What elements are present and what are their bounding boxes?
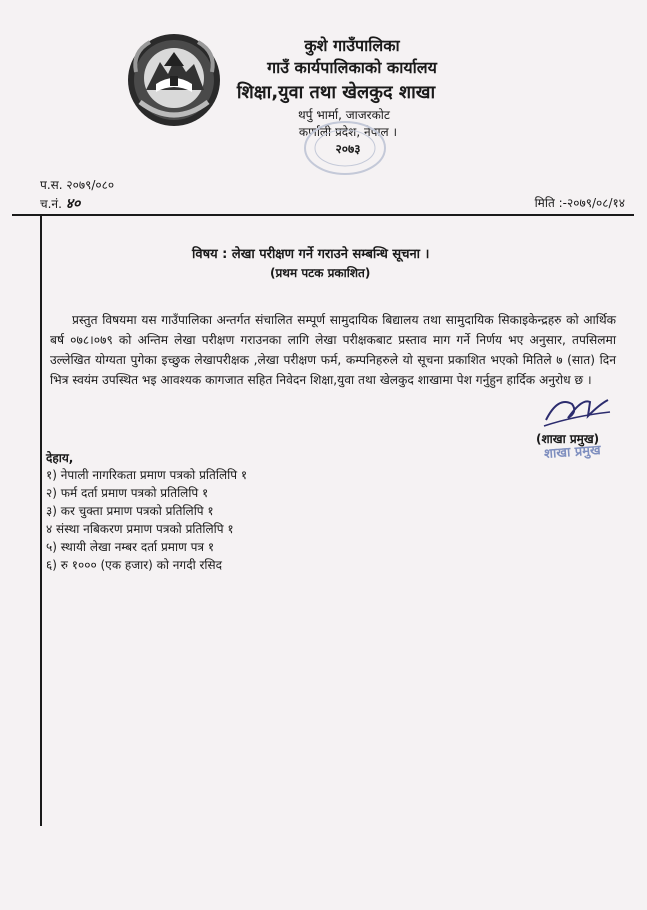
attachments-heading: देहाय,	[46, 451, 74, 465]
signatory-title: (शाखा प्रमुख)	[536, 432, 600, 446]
dispatch-number-line	[40, 194, 80, 213]
signature-icon	[538, 390, 614, 430]
dispatch-label: च.नं.	[40, 197, 62, 211]
margin-line	[40, 214, 42, 826]
list-item: ५) स्थायी लेखा नम्बर दर्ता प्रमाण पत्र १	[46, 540, 215, 554]
list-item: ३) कर चुक्ता प्रमाण पत्रको प्रतिलिपि १	[46, 504, 214, 518]
list-item: ४ संस्था नबिकरण प्रमाण पत्रको प्रतिलिपि १	[46, 522, 234, 536]
list-item: २) फर्म दर्ता प्रमाण पत्रको प्रतिलिपि १	[46, 486, 209, 500]
office-name: गाउँ कार्यपालिकाको कार्यालय	[267, 58, 437, 77]
fiscal-year-ref: प.स. २०७९/०८०	[40, 178, 115, 192]
letter-date: मिति :-२०७९/०८/१४	[534, 196, 625, 210]
attachments-list	[46, 466, 247, 574]
list-item: ६) रु १००० (एक हजार) को नगदी रसिद	[46, 558, 222, 572]
government-emblem-icon	[126, 32, 222, 128]
office-seal-icon	[300, 118, 390, 178]
notice-body: प्रस्तुत विषयमा यस गाउँपालिका अन्तर्गत संचालित सम्पूर्ण सामुदायिक बिद्यालय तथा सामुदायिक सिकाइकेन्द्रहरु को आर्थिक बर्ष ०७८।०७९ को अन्तिम लेखा परीक्षण गराउनका लागि लेखा परीक्षकबाट प्रस्ताव माग गर्ने निर्णय भए अनुसार, तपसिलमा उल्लेखित योग्यता पुगेका इच्छुक लेखापरीक्षक ,लेखा परीक्षण फर्म, कम्पनिहरुले यो सूचना प्रकाशित भएको मितिले ७ (सात) दिन भित्र स्वयंम उपस्थित भइ आवश्यक कागजात सहित निवेदन शिक्षा,युवा तथा खेलकुद शाखामा पेश गर्नुहुन हार्दिक अनुरोध छ ।	[50, 313, 616, 388]
signatory-stamp: शाखा प्रमुख	[543, 443, 602, 462]
subject-title: विषय : लेखा परीक्षण गर्ने गराउने सम्बन्धि सूचना ।	[192, 247, 430, 262]
address-line-2: कर्णाली प्रदेश, नेपाल ।	[298, 125, 398, 139]
municipality-name: कुशे गाउँपालिका	[304, 36, 400, 55]
header-divider	[12, 214, 634, 216]
established-year: २०७३	[335, 142, 361, 156]
section-name: शिक्षा,युवा तथा खेलकुद शाखा	[236, 82, 436, 103]
list-item: १) नेपाली नागरिकता प्रमाण पत्रको प्रतिलिपि १	[46, 468, 248, 482]
subject-note: (प्रथम पटक प्रकाशित)	[270, 266, 371, 280]
dispatch-number: ४०	[65, 196, 81, 212]
address-line-1: थर्पु भार्मा, जाजरकोट	[298, 108, 390, 122]
